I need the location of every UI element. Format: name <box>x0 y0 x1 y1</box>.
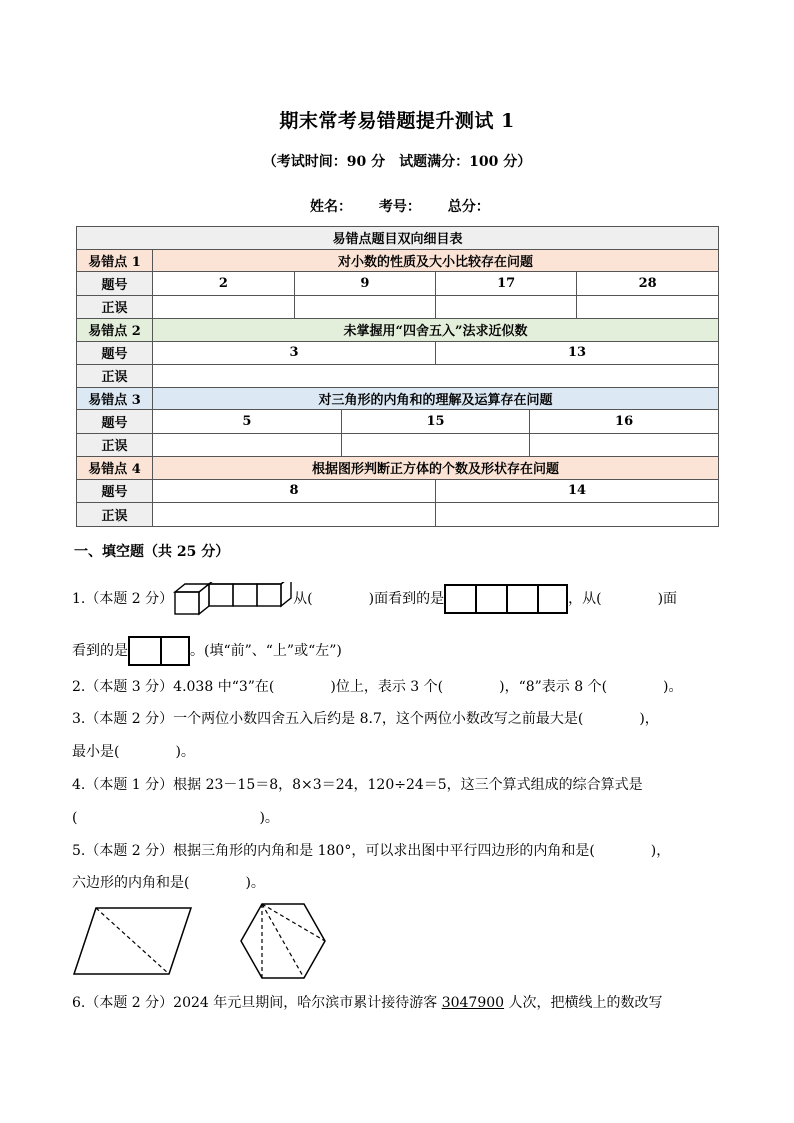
result-cell[interactable] <box>341 434 529 457</box>
error-points-table <box>76 226 719 527</box>
question-number-label: 题号 <box>77 272 153 296</box>
result-cell[interactable] <box>436 503 719 526</box>
question-number: 17 <box>436 272 577 295</box>
error-point-topic: 对三角形的内角和的理解及运算存在问题 <box>153 387 719 410</box>
question-number: 8 <box>153 480 436 503</box>
student-info-line <box>310 196 512 216</box>
four-square-view <box>444 584 568 614</box>
table-caption: 易错点题目双向细目表 <box>77 227 719 250</box>
exam-info: （考试时间：90 分 试题满分：100 分） <box>262 154 532 170</box>
error-point-label: 易错点 4 <box>77 457 153 480</box>
hexagon-figure <box>238 902 328 980</box>
question-text: 。(填“前”、“上”或“左”) <box>190 643 342 659</box>
error-point-topic: 根据图形判断正方体的个数及形状存在问题 <box>153 457 719 480</box>
question-4-line1: 4.（本题 1 分）根据 23－15＝8，8×3＝24，120÷24＝5，这三个算式组成的综合算式是 <box>72 777 643 793</box>
error-point-topic: 对小数的性质及大小比较存在问题 <box>153 249 719 272</box>
question-prefix: 1.（本题 2 分） <box>72 591 174 607</box>
result-label: 正误 <box>77 295 153 319</box>
question-5-line2: 六边形的内角和是( )。 <box>72 875 265 891</box>
question-6 <box>72 993 663 1013</box>
result-label: 正误 <box>77 433 153 457</box>
question-2: 2.（本题 3 分）4.038 中“3”在( )位上，表示 3 个( )，“8”表示 8 个( )。 <box>72 679 683 695</box>
question-number: 15 <box>341 410 529 433</box>
question-number: 5 <box>153 410 341 433</box>
question-number: 16 <box>615 413 634 429</box>
question-number: 3 <box>153 342 436 365</box>
result-label: 正误 <box>77 365 153 388</box>
question-number: 28 <box>638 275 657 291</box>
two-square-view <box>128 636 190 666</box>
question-5-line1: 5.（本题 2 分）根据三角形的内角和是 180°，可以求出图中平行四边形的内角和是( )， <box>72 843 671 859</box>
question-number: 13 <box>567 345 587 361</box>
question-text: 从( )面看到的是 <box>293 591 445 607</box>
number-label: 考号： <box>378 199 421 215</box>
question-number-label: 题号 <box>77 410 153 434</box>
question-1 <box>72 582 677 616</box>
result-cell[interactable] <box>153 434 341 457</box>
question-number: 9 <box>294 272 435 295</box>
error-point-label: 易错点 1 <box>77 249 153 272</box>
underlined-number: 3047900 <box>441 995 505 1011</box>
question-number-label: 题号 <box>77 479 153 503</box>
question-text: 6.（本题 2 分）2024 年元旦期间，哈尔滨市累计接待游客 <box>72 995 442 1011</box>
question-3-line2: 最小是( )。 <box>72 744 195 760</box>
result-label: 正误 <box>77 503 153 527</box>
result-cell[interactable] <box>153 296 294 319</box>
question-4-line2: ( )。 <box>72 810 279 826</box>
result-cell[interactable] <box>577 296 718 319</box>
question-1-line2 <box>72 636 342 666</box>
question-number: 14 <box>567 483 587 499</box>
result-cell[interactable] <box>530 434 718 457</box>
cube-stack-figure <box>173 582 293 616</box>
question-text: 看到的是 <box>72 643 128 659</box>
error-point-topic: 未掌握用“四舍五入”法求近似数 <box>153 319 719 342</box>
parallelogram-figure <box>72 905 194 977</box>
page-title: 期末常考易错题提升测试 1 <box>279 110 515 132</box>
section-title: 一、填空题（共 25 分） <box>74 544 230 560</box>
name-label: 姓名： <box>310 199 352 215</box>
result-cell[interactable] <box>153 365 719 388</box>
error-point-label: 易错点 3 <box>77 387 153 410</box>
result-cell[interactable] <box>153 503 436 526</box>
question-number: 2 <box>153 272 294 295</box>
result-cell[interactable] <box>294 296 435 319</box>
question-number-label: 题号 <box>77 341 153 365</box>
error-point-label: 易错点 2 <box>77 319 153 342</box>
score-label: 总分： <box>447 199 490 215</box>
question-text: ，从( )面 <box>568 591 678 607</box>
question-text: 人次，把横线上的数改写 <box>504 995 663 1011</box>
result-cell[interactable] <box>436 296 577 319</box>
question-3-line1: 3.（本题 2 分）一个两位小数四舍五入后约是 8.7，这个两位小数改写之前最大是( )， <box>72 711 659 727</box>
